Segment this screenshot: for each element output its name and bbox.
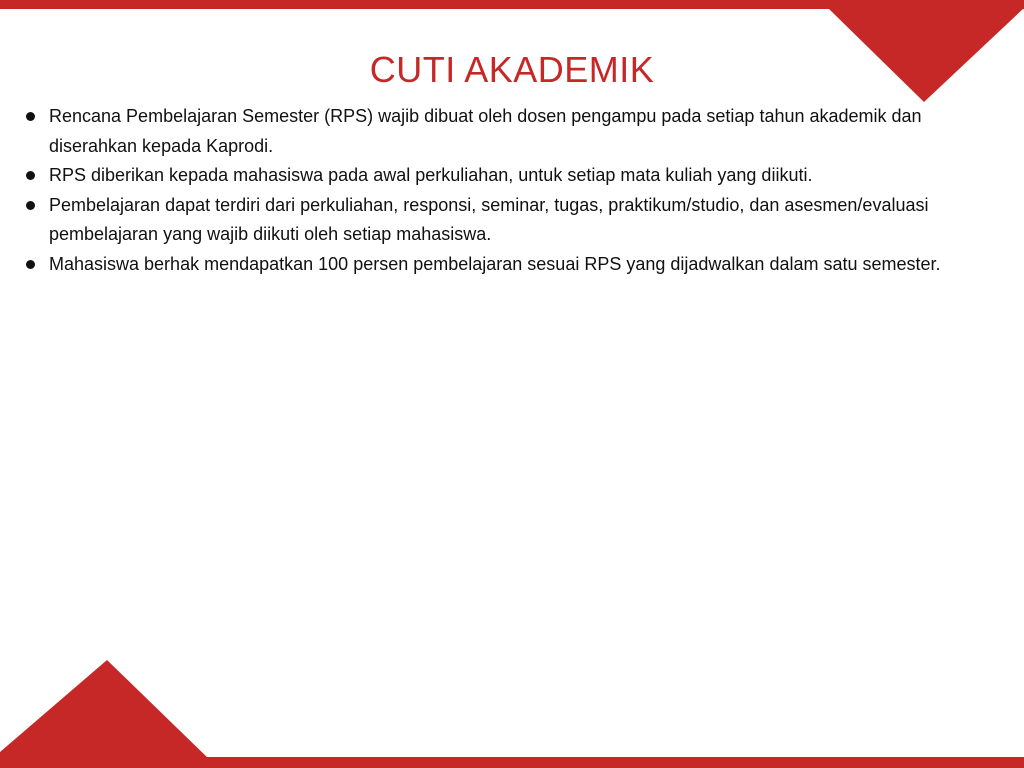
bullet-item <box>24 102 996 161</box>
bottom-left-triangle <box>0 660 210 760</box>
bullet-item <box>24 250 996 280</box>
bullet-icon <box>26 171 35 180</box>
bullet-item <box>24 161 996 191</box>
bullet-text: Rencana Pembelajaran Semester (RPS) wajib dibuat oleh dosen pengampu pada setiap tahun akademik dan diserahkan kepada Kaprodi. <box>49 106 922 156</box>
bullet-icon <box>26 260 35 269</box>
bullet-item <box>24 191 996 250</box>
bullet-icon <box>26 112 35 121</box>
bullet-text: Mahasiswa berhak mendapatkan 100 persen pembelajaran sesuai RPS yang dijadwalkan dalam satu semester. <box>49 253 941 274</box>
bullet-text: RPS diberikan kepada mahasiswa pada awal perkuliahan, untuk setiap mata kuliah yang diikuti. <box>49 165 813 185</box>
bullet-text: Pembelajaran dapat terdiri dari perkuliahan, responsi, seminar, tugas, praktikum/studio, dan asesmen/evaluasi pembelajaran yang wajib diikuti oleh setiap mahasiswa. <box>49 194 929 244</box>
bullet-list <box>24 102 996 279</box>
bottom-accent-bar <box>0 757 1024 768</box>
bullet-icon <box>26 201 35 210</box>
slide-title: CUTI AKADEMIK <box>369 49 655 90</box>
